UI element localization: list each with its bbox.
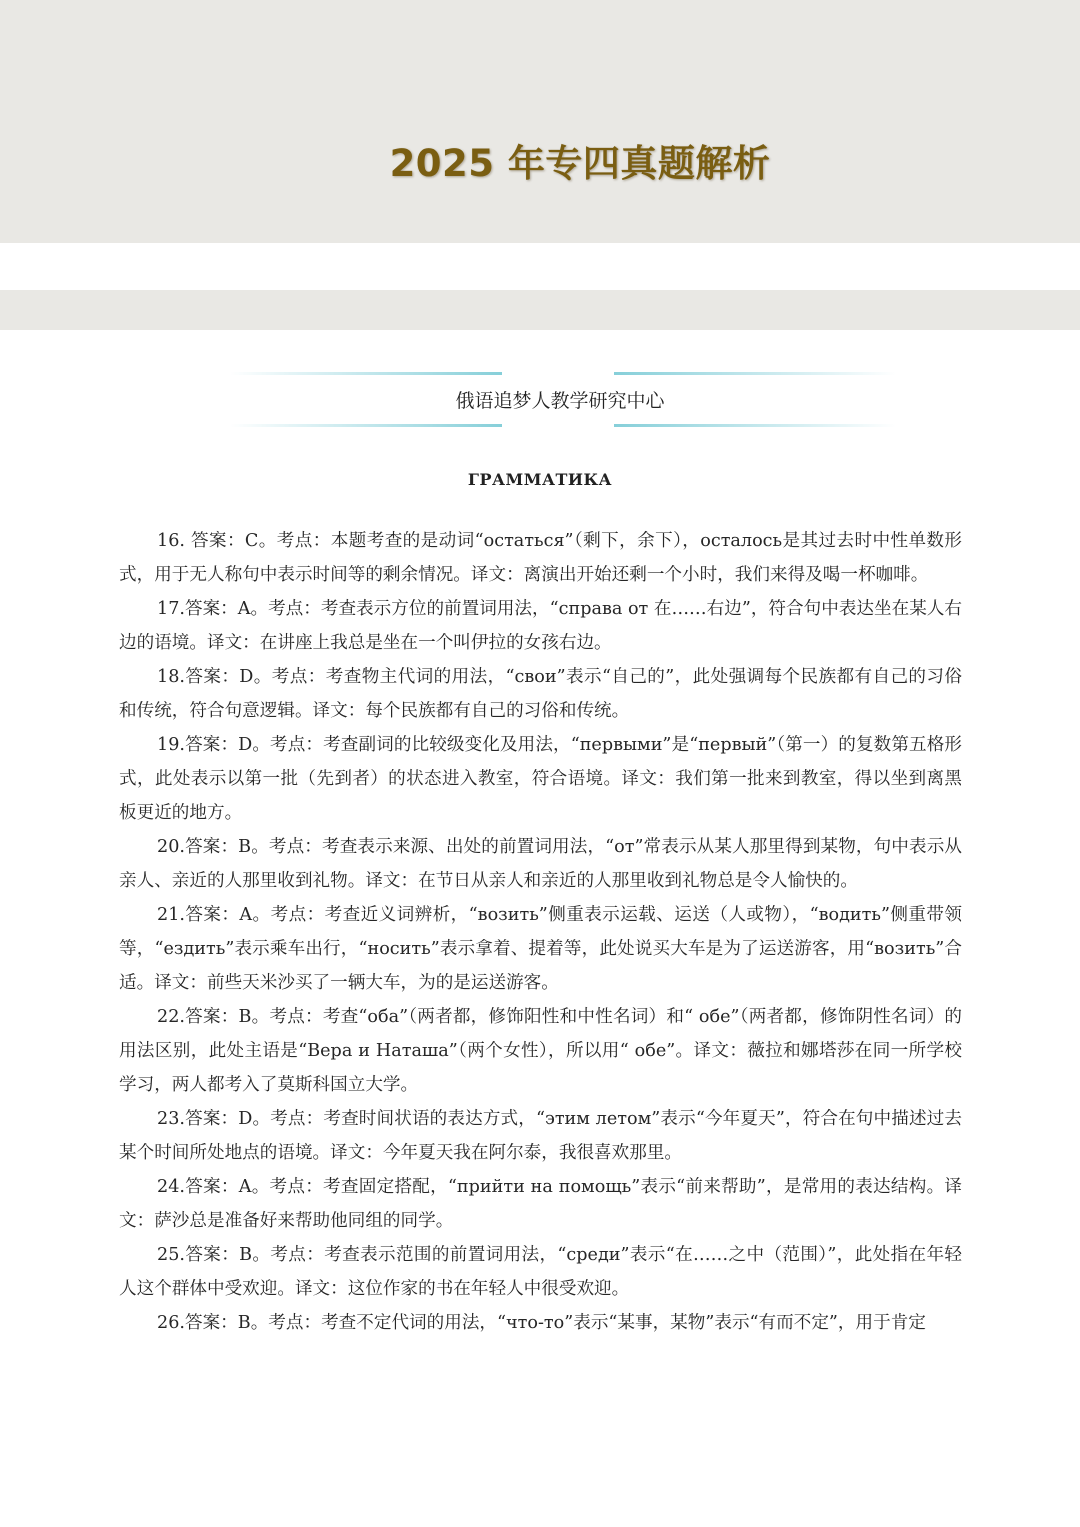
org-name: 俄语追梦人教学研究中心 xyxy=(455,390,665,412)
answer-item: 24.答案：A。考点：考查固定搭配，“прийти на помощь”表示“前来帮助”，是常用的表达结构。译文：萨沙总是准备好来帮助他同组的同学。 xyxy=(119,1177,962,1231)
answer-item: 20.答案：B。考点：考查表示来源、出处的前置词用法，“от”常表示从某人那里得到某物，句中表示从亲人、亲近的人那里收到礼物。译文：在节日从亲人和亲近的人那里收到礼物总是令人愉快的。 xyxy=(119,837,962,891)
answer-item: 21.答案：A。考点：考查近义词辨析，“возить”侧重表示运载、运送（人或物），“водить”侧重带领等，“ездить”表示乘车出行，“носить”表示拿着、提着等，此处说买大车是为了运送游客，用“возить”合适。译文：前些天米沙买了一辆大车，为的是运送游客。 xyxy=(119,905,962,993)
org-divider-top-right xyxy=(614,372,896,375)
answer-item: 26.答案：B。考点：考查不定代词的用法，“что-то”表示“某事，某物”表示“有而不定”，用于肯定 xyxy=(157,1313,926,1333)
answer-list xyxy=(119,524,962,1340)
divider-band xyxy=(0,290,1080,330)
section-heading: ГРАММАТИКА xyxy=(467,470,613,489)
answer-item: 22.答案：B。考点：考查“оба”（两者都，修饰阳性和中性名词）和“ обе”（两者都，修饰阴性名词）的用法区别，此处主语是“Вера и Наташа”（两个女性），所以用“ обе”。译文：薇拉和娜塔莎在同一所学校学习，两人都考入了莫斯科国立大学。 xyxy=(119,1007,962,1095)
answer-item: 16. 答案：C。考点：本题考查的是动词“остаться”（剩下，余下），осталось是其过去时中性单数形式，用于无人称句中表示时间等的剩余情况。译文：离演出开始还剩一个小时，我们来得及喝一杯咖啡。 xyxy=(119,531,962,585)
answer-item: 23.答案：D。考点：考查时间状语的表达方式，“этим летом”表示“今年夏天”，符合在句中描述过去某个时间所处地点的语境。译文：今年夏天我在阿尔泰，我很喜欢那里。 xyxy=(119,1109,962,1163)
org-divider-top-left xyxy=(230,372,502,375)
header-band xyxy=(0,0,1080,243)
org-divider-bottom-right xyxy=(614,424,896,427)
answer-item: 17.答案：A。考点：考查表示方位的前置词用法，“справа от 在……右边”，符合句中表达坐在某人右边的语境。译文：在讲座上我总是坐在一个叫伊拉的女孩右边。 xyxy=(119,599,962,653)
answer-item: 25.答案：B。考点：考查表示范围的前置词用法，“среди”表示“在……之中（范围）”，此处指在年轻人这个群体中受欢迎。译文：这位作家的书在年轻人中很受欢迎。 xyxy=(119,1245,962,1299)
org-divider-bottom-left xyxy=(230,424,502,427)
page-title: 2025 年专四真题解析 xyxy=(389,142,771,185)
answer-item: 18.答案：D。考点：考查物主代词的用法，“свои”表示“自己的”，此处强调每个民族都有自己的习俗和传统，符合句意逻辑。译文：每个民族都有自己的习俗和传统。 xyxy=(119,667,962,721)
answer-item: 19.答案：D。考点：考查副词的比较级变化及用法，“первыми”是“первый”（第一）的复数第五格形式，此处表示以第一批（先到者）的状态进入教室，符合语境。译文：我们第一批来到教室，得以坐到离黑板更近的地方。 xyxy=(119,735,962,823)
